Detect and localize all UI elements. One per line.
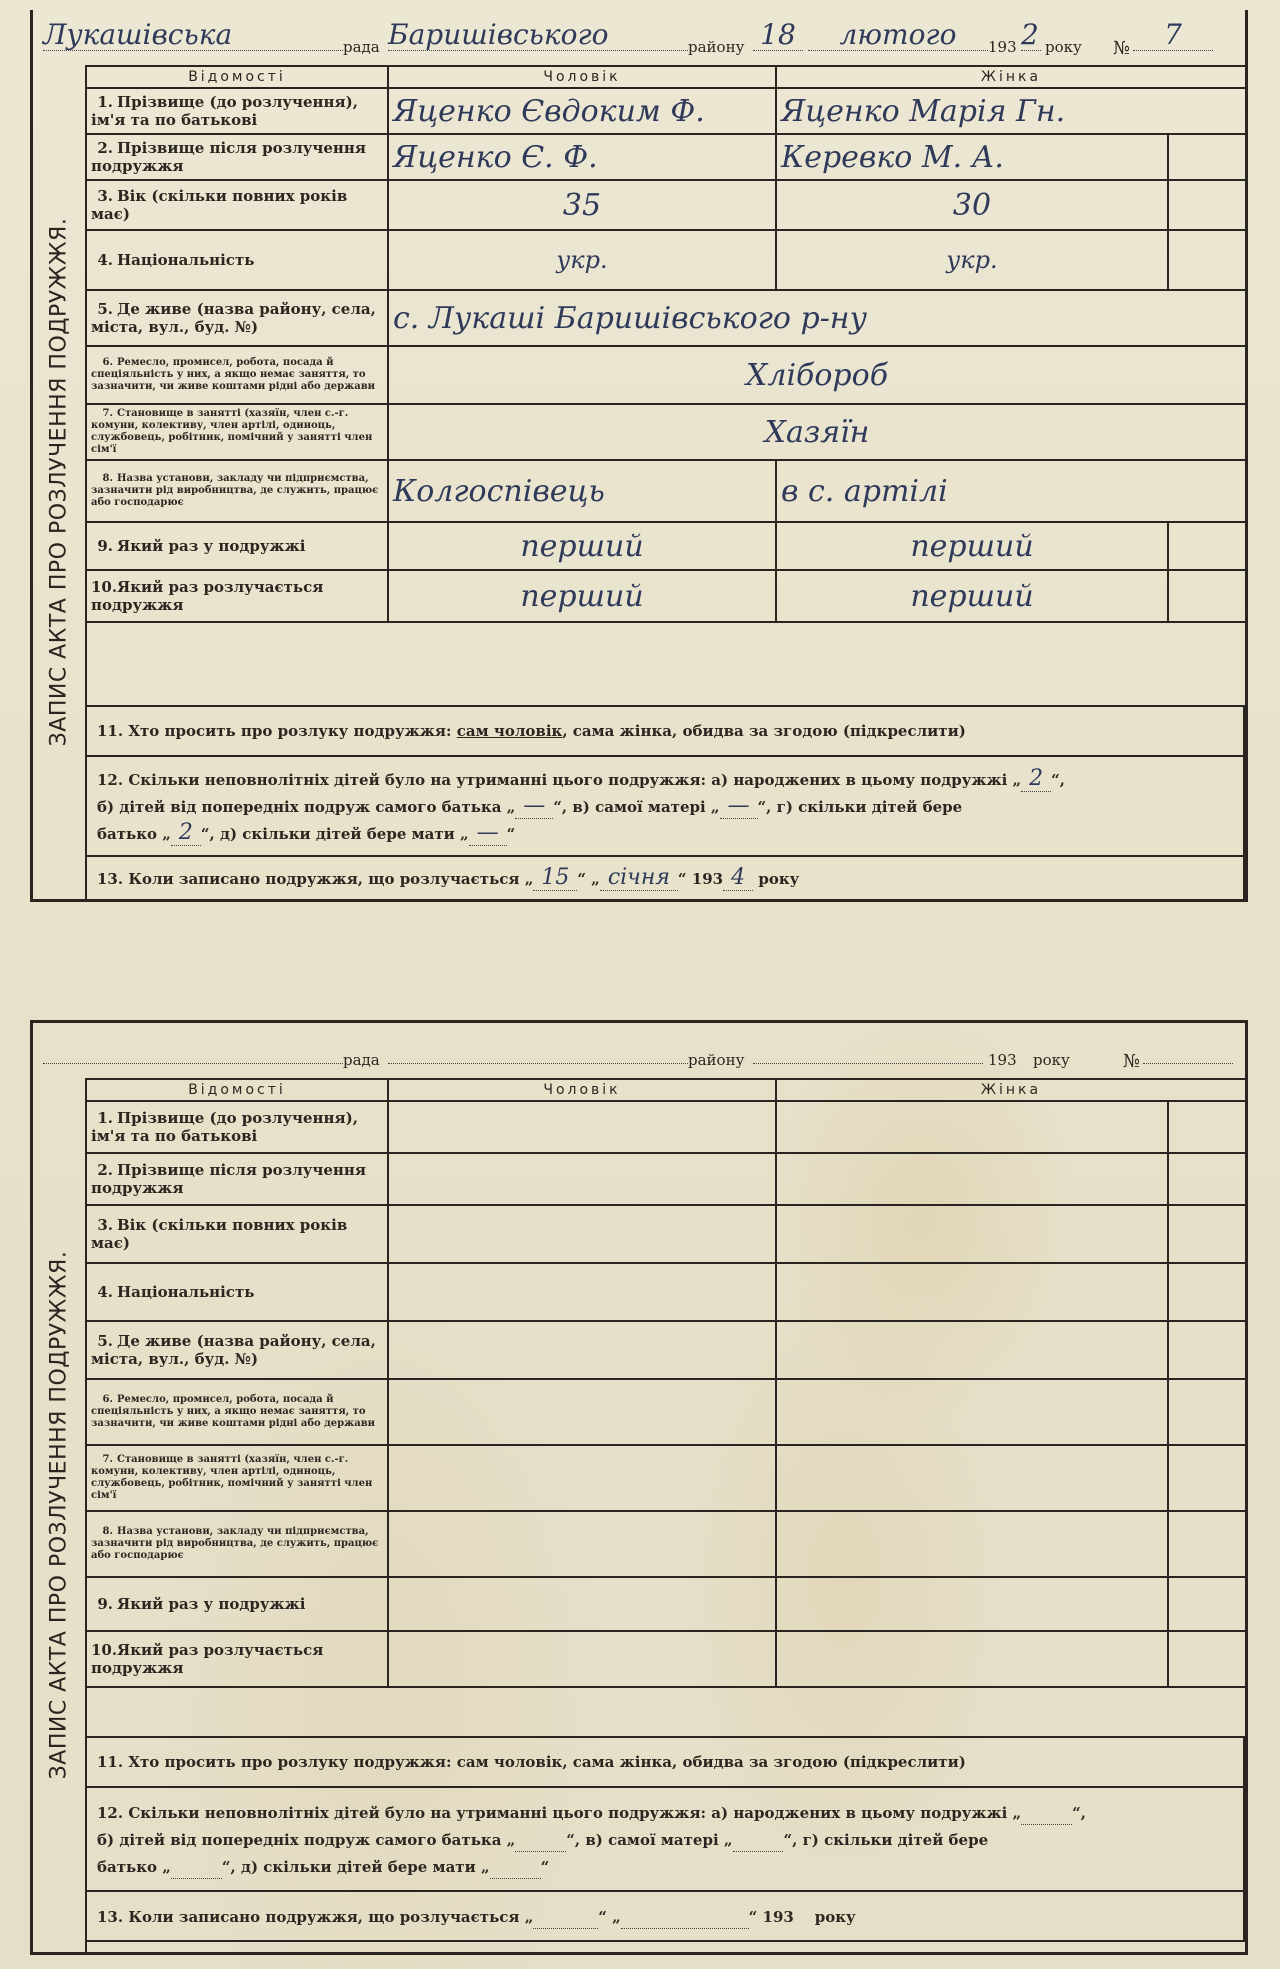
row-label: 7. Становище в занятті (хазяїн, член с.-г. комуни, колективу, член артілі, одиноць, службовець, робітник, помічний у занятті член сім'ї	[86, 404, 388, 460]
husband-workplace: Колгоспівець	[388, 460, 776, 522]
rada-label: рада	[343, 38, 380, 56]
row-label: 10.Який раз розлучається подружжя	[86, 1631, 388, 1687]
row-label: 2. Прізвище після розлучення подружжя	[86, 134, 388, 180]
wife-name: Яценко Марія Гн.	[776, 88, 1246, 134]
question-13: 13. Коли записано подружжя, що розлучається „ 15 “ „ січня “ 193 4 року	[86, 856, 1244, 900]
divorce-record-form-filled	[30, 10, 1248, 902]
row-label: 1. Прізвище (до розлучення), ім'я та по батькові	[86, 1101, 388, 1153]
row-label: 2. Прізвище після розлучення подружжя	[86, 1153, 388, 1205]
year-prefix: 193	[988, 1051, 1017, 1069]
row-label: 4. Національність	[86, 1263, 388, 1321]
wife-marriage-count: перший	[776, 522, 1168, 570]
wife-nationality: укр.	[776, 230, 1168, 290]
year-suffix: 2	[1021, 20, 1041, 51]
questions-table	[85, 705, 1245, 901]
wife-surname-after: Керевко М. А.	[776, 134, 1168, 180]
row-label: 4. Національність	[86, 230, 388, 290]
husband-nationality: укр.	[388, 230, 776, 290]
row-label: 5. Де живе (назва району, села, міста, вул., буд. №)	[86, 1321, 388, 1379]
row-label: 1. Прізвище (до розлучення), ім'я та по батькові	[86, 88, 388, 134]
wife-divorce-count: перший	[776, 570, 1168, 622]
residence-value: с. Лукаші Баришівського р-ну	[388, 290, 1246, 346]
side-title-column	[33, 65, 87, 899]
row-label: 8. Назва установи, закладу чи підприємства, зазначити рід виробництва, де служить, працює або господарює	[86, 460, 388, 522]
status-value: Хазяїн	[388, 404, 1246, 460]
col-husband-header: Чоловік	[388, 1079, 776, 1101]
roku-label: року	[1045, 38, 1082, 56]
side-title: ЗАПИС АКТА ПРО РОЗЛУЧЕННЯ ПОДРУЖЖЯ.	[46, 217, 72, 747]
question-12: 12. Скільки неповнолітніх дітей було на утриманні цього подружжя: а) народжених в цьому подружжі „ 2 “, б) дітей від попередніх подруж самого батька „ — “, в) самої матері „ — “, г) скільки дітей бере батько „ 2 “, д) скільки дітей бере мати „ — “	[86, 756, 1244, 856]
rada-value: Лукашівська	[43, 20, 343, 51]
form-header	[33, 10, 1245, 65]
day-value: 18	[753, 20, 803, 51]
col-info-header: Відомості	[86, 1079, 388, 1101]
row-label: 3. Вік (скільки повних років має)	[86, 1205, 388, 1263]
question-12: 12. Скільки неповнолітніх дітей було на утриманні цього подружжя: а) народжених в цьому подружжі „ “, б) дітей від попередніх подруж самого батька „ “, в) самої матері „ “, г) скільки дітей бере батько „ “, д) скільки дітей бере мати „ “	[86, 1787, 1244, 1891]
questions-table	[85, 1736, 1245, 1942]
row-label: 9. Який раз у подружжі	[86, 522, 388, 570]
row-label: 3. Вік (скільки повних років має)	[86, 180, 388, 230]
wife-age: 30	[776, 180, 1168, 230]
info-table	[85, 1078, 1247, 1688]
row-label: 6. Ремесло, промисел, робота, посада й спеціяльність у них, а якщо немає заняття, то зазначити, чи живе коштами рідні або держави	[86, 346, 388, 404]
divorce-record-form-blank	[30, 1020, 1248, 1955]
husband-marriage-count: перший	[388, 522, 776, 570]
number-label: №	[1113, 38, 1131, 59]
row-label: 5. Де живе (назва району, села, міста, вул., буд. №)	[86, 290, 388, 346]
question-11: 11. Хто просить про розлуку подружжя: сам чоловік, сама жінка, обидва за згодою (підкреслити)	[86, 706, 1244, 756]
side-title-column	[33, 1078, 87, 1952]
year-prefix: 193	[988, 38, 1017, 56]
side-title: ЗАПИС АКТА ПРО РОЗЛУЧЕННЯ ПОДРУЖЖЯ.	[46, 1250, 72, 1780]
month-value: лютого	[808, 20, 988, 51]
col-wife-header: Жінка	[776, 1079, 1246, 1101]
row-label: 7. Становище в занятті (хазяїн, член с.-г. комуни, колективу, член артілі, одиноць, службовець, робітник, помічний у занятті член сім'ї	[86, 1445, 388, 1511]
row-label: 10.Який раз розлучається подружжя	[86, 570, 388, 622]
question-13: 13. Коли записано подружжя, що розлучається „ “ „ “ 193 року	[86, 1891, 1244, 1941]
wife-workplace: в с. артілі	[776, 460, 1246, 522]
rayon-label: району	[688, 38, 745, 56]
selected-option: сам чоловік	[456, 722, 563, 740]
roku-label: року	[1033, 1051, 1070, 1069]
record-number: 7	[1133, 20, 1213, 51]
husband-surname-after: Яценко Є. Ф.	[388, 134, 776, 180]
rayon-value: Баришівського	[388, 20, 688, 51]
husband-name: Яценко Євдоким Ф.	[388, 88, 776, 134]
row-label: 6. Ремесло, промисел, робота, посада й спеціяльність у них, а якщо немає заняття, то зазначити, чи живе коштами рідні або держави	[86, 1379, 388, 1445]
col-husband-header: Чоловік	[388, 66, 776, 88]
row-label: 8. Назва установи, закладу чи підприємства, зазначити рід виробництва, де служить, працює або господарює	[86, 1511, 388, 1577]
col-wife-header: Жінка	[776, 66, 1246, 88]
row-label: 9. Який раз у подружжі	[86, 1577, 388, 1631]
question-11: 11. Хто просить про розлуку подружжя: сам чоловік, сама жінка, обидва за згодою (підкреслити)	[86, 1737, 1244, 1787]
occupation-value: Хлібороб	[388, 346, 1246, 404]
number-label: №	[1123, 1051, 1141, 1072]
husband-divorce-count: перший	[388, 570, 776, 622]
col-info-header: Відомості	[86, 66, 388, 88]
form-header	[33, 1023, 1245, 1078]
husband-age: 35	[388, 180, 776, 230]
rayon-label: району	[688, 1051, 745, 1069]
info-table	[85, 65, 1247, 623]
rada-label: рада	[343, 1051, 380, 1069]
